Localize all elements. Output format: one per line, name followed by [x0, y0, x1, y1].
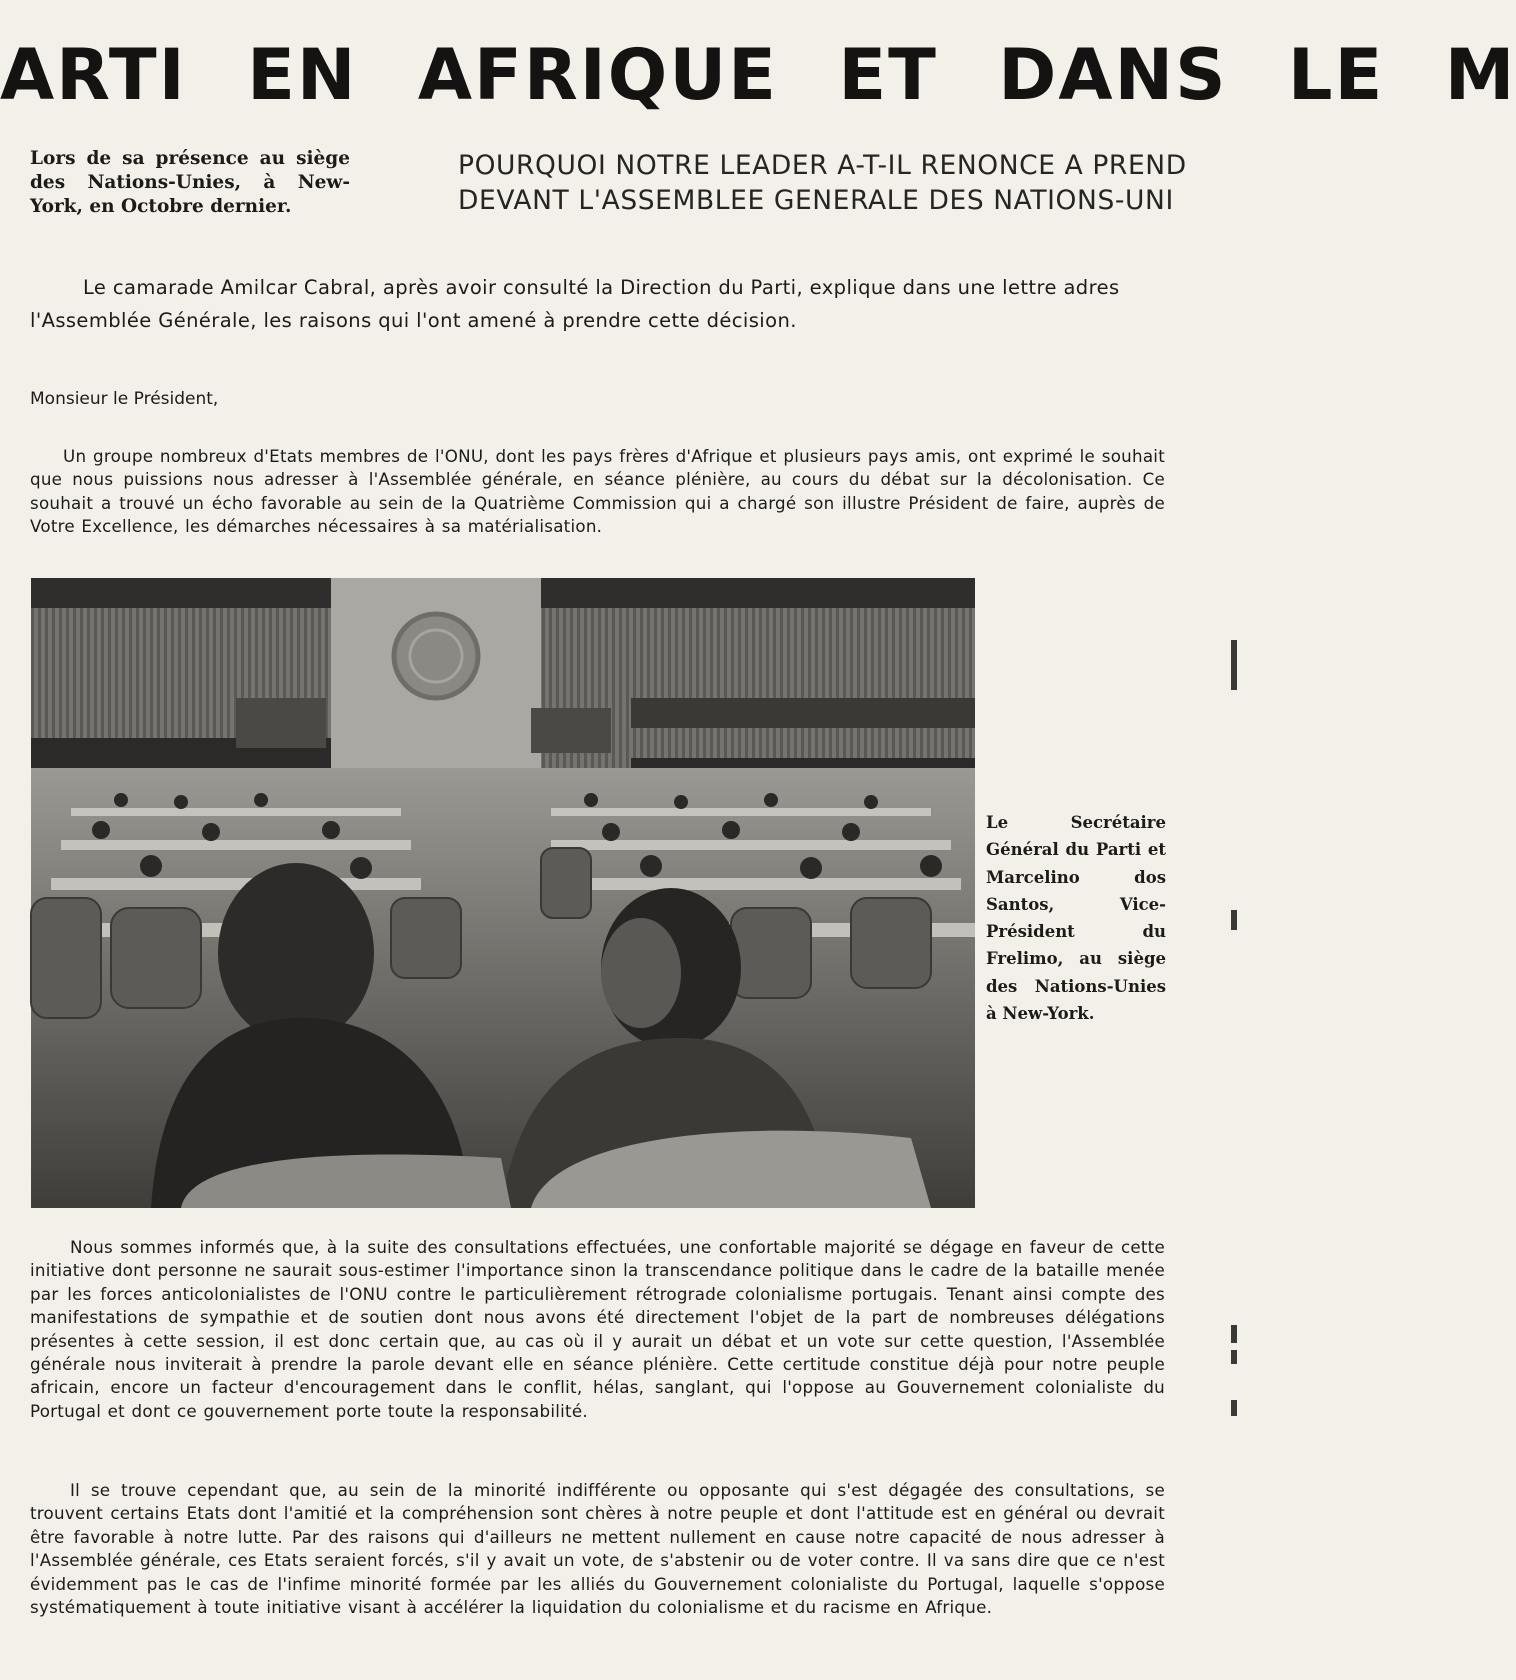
subhead — [458, 148, 1238, 218]
margin-mark — [1231, 640, 1237, 690]
letter-paragraph-2: Nous sommes informés que, à la suite des consultations effectuées, une confortable majorité se dégage en faveur de cette initiative dont personne ne saurait sous-estimer l'importance sinon la transcendance politique dans le cadre de la bataille menée par les forces anticolonialistes de l'ONU contre le particulièrement rétrograde colonialisme portugais. Tenant ainsi compte des manifestations de sympathie et de soutien dont nous avons été directement l'objet de la part de nombreuses délégations présentes à cette session, il est donc certain que, au cas où il y aurait un débat et un vote sur cette question, l'Assemblée générale nous inviterait à prendre la parole devant elle en séance plénière. Cette certitude constitue déjà pour notre peuple africain, encore un facteur d'encouragement dans le conflit, hélas, sanglant, qui l'oppose au Gouvernement colonialiste du Portugal et dont ce gouvernement porte toute la responsabilité. — [30, 1237, 1165, 1421]
kicker-text: Lors de sa présence au siège des Nations-Unies, à New-York, en Octobre dernier. — [30, 148, 350, 217]
subhead-line-1: POURQUOI NOTRE LEADER A-T-IL RENONCE A PREND — [458, 150, 1187, 181]
assembly-photo-illustration — [31, 578, 975, 1208]
assembly-photo — [31, 578, 975, 1208]
intro-line-2: l'Assemblée Générale, les raisons qui l'ont amené à prendre cette décision. — [30, 309, 797, 332]
letter-greeting: Monsieur le Président, — [30, 389, 219, 409]
letter-paragraph-3: Il se trouve cependant que, au sein de la minorité indifférente ou opposante qui s'est dégagée des consultations, se trouvent certains Etats dont l'amitié et la compréhension sont chères à notre peuple et dont l'attitude est en général ou devrait être favorable à notre lutte. Par des raisons qui d'ailleurs ne mettent nullement en cause notre capacité de nous adresser à l'Assemblée générale, ces Etats seraient forcés, s'il y avait un vote, de s'abstenir ou de voter contre. Il va sans dire que ce n'est évidemment pas le cas de l'infime minorité formée par les alliés du Gouvernement colonialiste du Portugal, laquelle s'oppose systématiquement à toute initiative visant à accélérer la liquidation du colonialisme et du racisme en Afrique. — [30, 1480, 1165, 1618]
subhead-line-2: DEVANT L'ASSEMBLEE GENERALE DES NATIONS-UNI — [458, 185, 1174, 216]
margin-mark — [1231, 1400, 1237, 1416]
letter-paragraph-1: Un groupe nombreux d'Etats membres de l'ONU, dont les pays frères d'Afrique et plusieurs pays amis, ont exprimé le souhait que nous puissions nous adresser à l'Assemblée générale, en séance plénière, au cours du débat sur la décolonisation. Ce souhait a trouvé un écho favorable au sein de la Quatrième Commission qui a chargé son illustre Président de faire, auprès de Votre Excellence, les démarches nécessaires à sa matérialisation. — [30, 446, 1165, 537]
margin-mark — [1231, 1350, 1237, 1364]
photo-caption: Le Secrétaire Général du Parti et Marcelino dos Santos, Vice-Président du Frelimo, au siège des Nations-Unies à New-York. — [986, 813, 1166, 1024]
intro-line-1: Le camarade Amilcar Cabral, après avoir consulté la Direction du Parti, explique dans une lettre adres — [83, 276, 1120, 299]
margin-mark — [1231, 910, 1237, 930]
margin-mark — [1231, 1325, 1237, 1343]
intro — [30, 271, 1237, 337]
headline: ARTI EN AFRIQUE ET DANS LE M — [0, 34, 1516, 116]
